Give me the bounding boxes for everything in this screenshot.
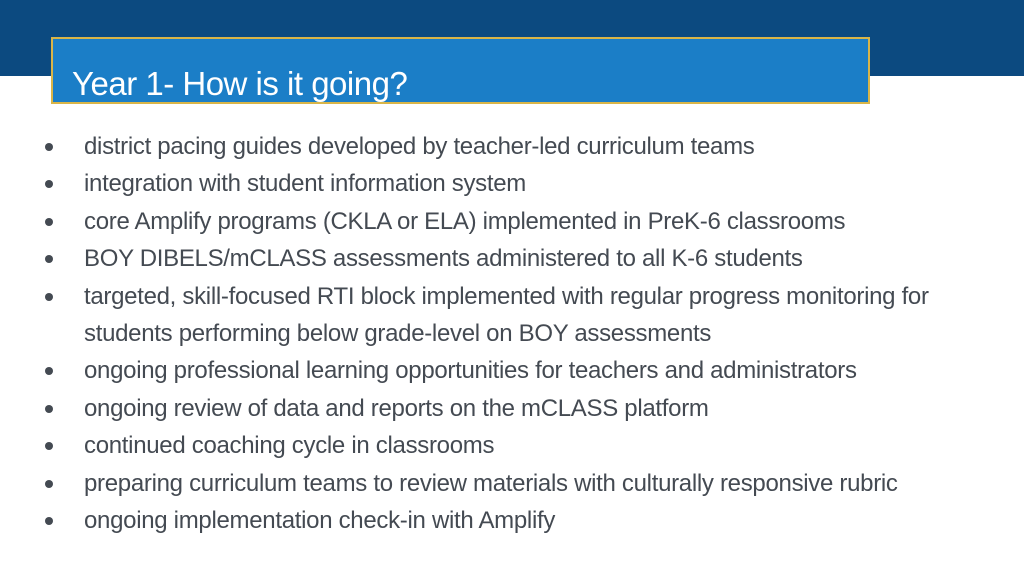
bullet-text: targeted, skill-focused RTI block implemented with regular progress monitoring for students performing below grade-level on BOY assessments [84,282,929,348]
bullet-dot-icon [45,180,53,188]
bullet-dot-icon [45,517,53,525]
list-item [45,240,1005,277]
bullet-dot-icon [45,367,53,375]
bullet-dot-icon [45,143,53,151]
bullet-text: continued coaching cycle in classrooms [84,432,495,460]
list-item [45,165,1005,202]
list-item [45,390,1005,427]
list-item [45,465,1005,502]
bullet-text: BOY DIBELS/mCLASS assessments administered to all K-6 students [84,245,803,273]
bullet-text: ongoing implementation check-in with Amplify [84,507,556,535]
bullet-text: integration with student information system [84,170,526,198]
bullet-text: ongoing professional learning opportunities for teachers and administrators [84,357,857,385]
list-item [45,203,1005,240]
list-item [45,128,1005,165]
bullet-dot-icon [45,480,53,488]
slide-title: Year 1- How is it going? [72,65,408,102]
bullet-text: ongoing review of data and reports on the mCLASS platform [84,394,709,422]
bullet-text: core Amplify programs (CKLA or ELA) implemented in PreK-6 classrooms [84,207,846,235]
bullet-dot-icon [45,293,53,301]
bullet-text: preparing curriculum teams to review materials with culturally responsive rubric [84,469,898,497]
title-box [51,37,870,104]
bullet-dot-icon [45,218,53,226]
bullet-dot-icon [45,442,53,450]
list-item [45,352,1005,389]
list-item [45,427,1005,464]
bullet-list [45,128,1005,539]
list-item [45,502,1005,539]
bullet-dot-icon [45,405,53,413]
bullet-dot-icon [45,255,53,263]
bullet-text: district pacing guides developed by teacher-led curriculum teams [84,133,755,160]
list-item [45,278,1005,353]
